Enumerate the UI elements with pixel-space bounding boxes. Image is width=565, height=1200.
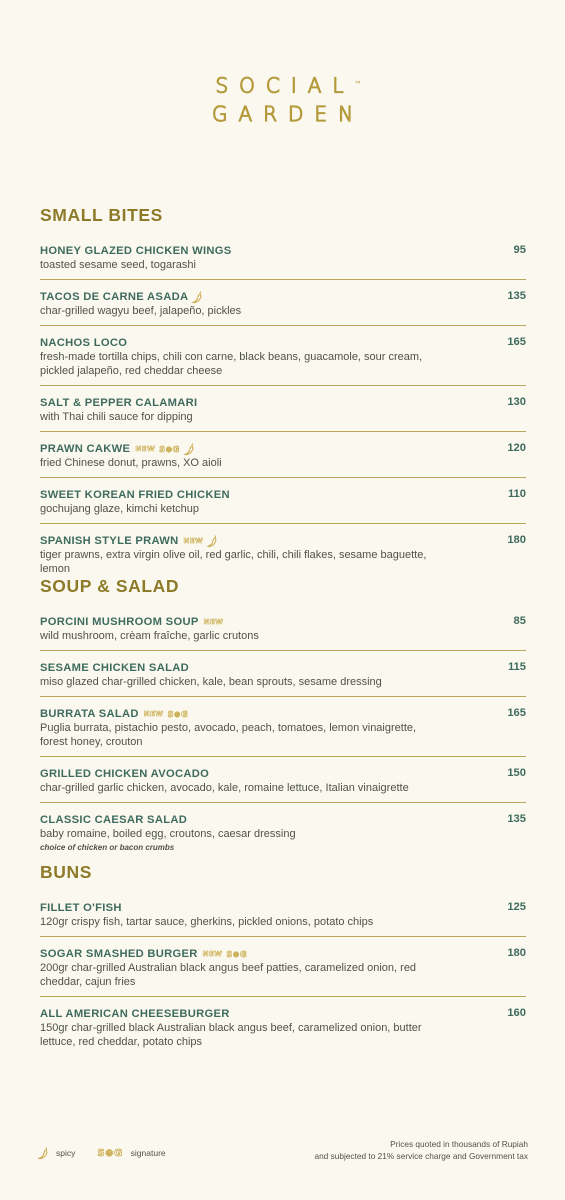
footnote-line1: Prices quoted in thousands of Rupiah [390,1139,528,1149]
section-title: SMALL BITES [40,205,163,225]
menu-item-honey-glazed-chicken-wings [40,244,526,280]
menu-item-header [40,534,526,548]
menu-item-description: fried Chinese donut, prawns, XO aioli [40,457,222,469]
menu-item-burrata-salad [40,707,526,757]
menu-item-sogar-smashed-burger [40,947,526,997]
menu-item-all-american-cheeseburger [40,1007,526,1056]
menu-item-porcini-mushroom-soup [40,615,526,651]
chili-icon [184,442,196,456]
menu-item-header [40,947,526,961]
menu-item-price: 120 [507,442,526,454]
menu-item-grilled-chicken-avocado [40,767,526,803]
menu-footer [38,1138,528,1168]
menu-item-header [40,488,526,502]
menu-item-price: 150 [507,767,526,779]
menu-item-price: 135 [507,290,526,302]
footnote-line2: and subjected to 21% service charge and Government tax [314,1151,528,1161]
menu-item-name: SWEET KOREAN FRIED CHICKEN [40,489,230,501]
menu-item-header [40,707,526,721]
menu-item-header [40,244,526,258]
menu-item-description: fresh-made tortilla chips, chili con carne, black beans, guacamole, sour cream, pickled jalapeño, red cheddar cheese [40,351,423,377]
menu-item-header [40,813,526,827]
menu-item-sesame-chicken-salad [40,661,526,697]
menu-item-price: 130 [507,396,526,408]
chili-icon [38,1146,50,1160]
section-buns [40,862,526,1066]
menu-item-tacos-de-carne-asada [40,290,526,326]
menu-item-price: 135 [507,813,526,825]
menu-item-header [40,396,526,410]
signature-badge: S⊕G [167,709,189,719]
menu-item-header [40,767,526,781]
menu-item-description: char-grilled wagyu beef, jalapeño, pickles [40,305,242,317]
signature-badge: S⊕G [159,444,180,454]
menu-item-description: Puglia burrata, pistachio pesto, avocado, peach, tomatoes, lemon vinaigrette, forest honey, crouton [40,722,417,748]
new-badge: NEW [203,618,224,626]
menu-item-name: SOGAR SMASHED BURGER [40,948,198,960]
menu-item-name: BURRATA SALAD [40,708,139,720]
new-badge: NEW [135,445,156,453]
menu-item-description: with Thai chili sauce for dipping [40,411,193,423]
menu-item-price: 165 [507,707,526,719]
menu-item-name: SESAME CHICKEN SALAD [40,662,189,674]
menu-item-price: 85 [513,615,526,627]
menu-item-nachos-loco [40,336,526,386]
menu-item-price: 115 [507,661,526,673]
menu-item-header [40,1007,526,1021]
menu-item-price: 180 [507,534,526,546]
menu-item-name: ALL AMERICAN CHEESEBURGER [40,1008,230,1020]
menu-item-name: TACOS DE CARNE ASADA [40,291,189,303]
menu-item-prawn-cakwe [40,442,526,478]
menu-item-price: 125 [507,901,526,913]
signature-mark: S⊕G [97,1147,123,1159]
menu-item-name: CLASSIC CAESAR SALAD [40,814,188,826]
menu-item-note: choice of chicken or bacon crumbs [40,843,175,852]
menu-item-header [40,442,526,456]
menu-item-description: tiger prawns, extra virgin olive oil, red garlic, chili, chili flakes, sesame baguette, lemon [40,549,427,575]
new-badge: NEW [143,710,164,718]
menu-item-name: PORCINI MUSHROOM SOUP [40,616,199,628]
menu-item-name: GRILLED CHICKEN AVOCADO [40,768,210,780]
menu-item-description: baby romaine, boiled egg, croutons, caesar dressing [40,828,296,840]
menu-item-name: SPANISH STYLE PRAWN [40,535,179,547]
menu-item-description: 150gr char-grilled black Australian black angus beef, caramelized onion, butter lettuce, red cheddar, potato chips [40,1022,422,1048]
legend [38,1146,166,1160]
menu-item-description: gochujang glaze, kimchi ketchup [40,503,199,515]
menu-item-description: 120gr crispy fish, tartar sauce, gherkins, pickled onions, potato chips [40,916,374,928]
menu-item-description: 200gr char-grilled Australian black angus beef patties, caramelized onion, red cheddar, cajun fries [40,962,417,988]
chili-icon [192,290,204,304]
signature-badge: S⊕G [226,949,248,959]
menu-item-fillet-o-fish [40,901,526,937]
brand-logo [0,70,565,128]
menu-item-name: SALT & PEPPER CALAMARI [40,397,198,409]
brand-logo-line1: SOCIAL™ [215,73,361,98]
section-soup-salad [40,576,526,869]
menu-item-salt-pepper-calamari [40,396,526,432]
chili-icon [207,534,219,548]
menu-item-name: PRAWN CAKWE [40,443,131,455]
legend-spicy-label: spicy [56,1148,76,1158]
menu-item-price: 180 [507,947,526,959]
menu-item-price: 110 [507,488,526,500]
menu-item-description: char-grilled garlic chicken, avocado, kale, romaine lettuce, Italian vinaigrette [40,782,409,794]
menu-item-header [40,901,526,915]
menu-item-price: 160 [507,1007,526,1019]
menu-item-header [40,336,526,350]
menu-item-name: FILLET O'FISH [40,902,122,914]
menu-item-description: wild mushroom, crèam fraîche, garlic crutons [40,630,259,642]
menu-item-price: 165 [507,336,526,348]
section-title: BUNS [40,862,92,882]
menu-item-name: HONEY GLAZED CHICKEN WINGS [40,245,232,257]
menu-item-header [40,290,526,304]
section-title: SOUP & SALAD [40,576,180,596]
menu-item-description: toasted sesame seed, togarashi [40,259,196,271]
menu-item-header [40,661,526,675]
menu-item-description: miso glazed char-grilled chicken, kale, bean sprouts, sesame dressing [40,676,382,688]
menu-item-classic-caesar-salad [40,813,526,859]
brand-logo-line2: GARDEN [211,101,365,126]
menu-item-header [40,615,526,629]
new-badge: NEW [183,537,204,545]
menu-item-price: 95 [513,244,526,256]
legend-signature-label: signature [130,1148,166,1158]
menu-item-name: NACHOS LOCO [40,337,128,349]
new-badge: NEW [202,950,223,958]
menu-item-sweet-korean-fried-chicken [40,488,526,524]
price-footnote [314,1138,528,1162]
section-small-bites [40,205,526,593]
